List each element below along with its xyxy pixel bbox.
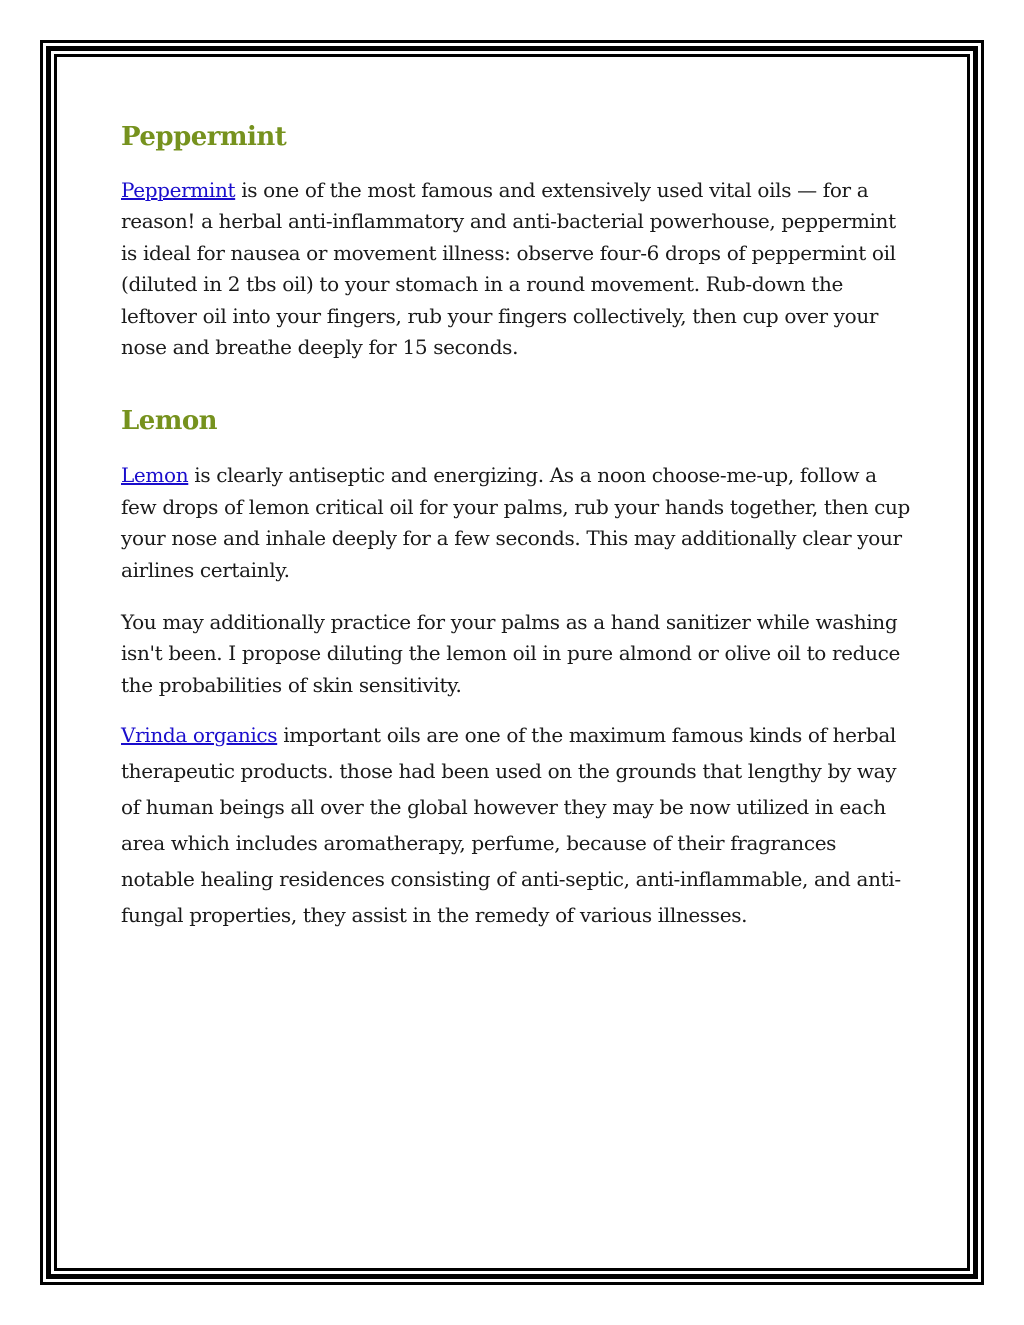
document-content [121, 118, 911, 933]
lemon-body: is clearly antiseptic and energizing. As a noon choose-me-up, follow a few drops of lemon critical oil for your palms, rub your hands together, then cup your nose and inhale deeply for a few seconds. This may additionally clear your airlines certainly. [121, 463, 910, 582]
peppermint-link[interactable]: Peppermint [121, 178, 236, 202]
peppermint-heading: Peppermint [121, 122, 287, 152]
vrinda-organics-link[interactable]: Vrinda organics [121, 723, 278, 748]
lemon-heading: Lemon [121, 406, 218, 437]
vrinda-body: important oils are one of the maximum famous kinds of herbal therapeutic products. those had been used on the grounds that lengthy by way of human beings all over the global however they may be now utilized in each area which includes aromatherapy, perfume, because of their fragrances notable healing residences consisting of anti-septic, anti-inflammable, and anti-fungal properties, they assist in the remedy of various illnesses. [121, 723, 901, 928]
vrinda-paragraph [121, 717, 911, 933]
lemon-paragraph [121, 460, 911, 586]
peppermint-paragraph [121, 175, 911, 363]
lemon-paragraph-2: You may additionally practice for your palms as a hand sanitizer while washing isn't been. I propose diluting the lemon oil in pure almond or olive oil to reduce the probabilities of skin sensitivity. [121, 610, 900, 697]
peppermint-body: is one of the most famous and extensively used vital oils — for a reason! a herbal anti-inflammatory and anti-bacterial powerhouse, peppermint is ideal for nausea or movement illness: observe four-6 drops of peppermint oil (diluted in 2 tbs oil) to your stomach in a round movement. Rub-down the leftover oil into your fingers, rub your fingers collectively, then cup over your nose and breathe deeply for 15 seconds. [121, 178, 896, 360]
lemon-link[interactable]: Lemon [121, 463, 189, 488]
